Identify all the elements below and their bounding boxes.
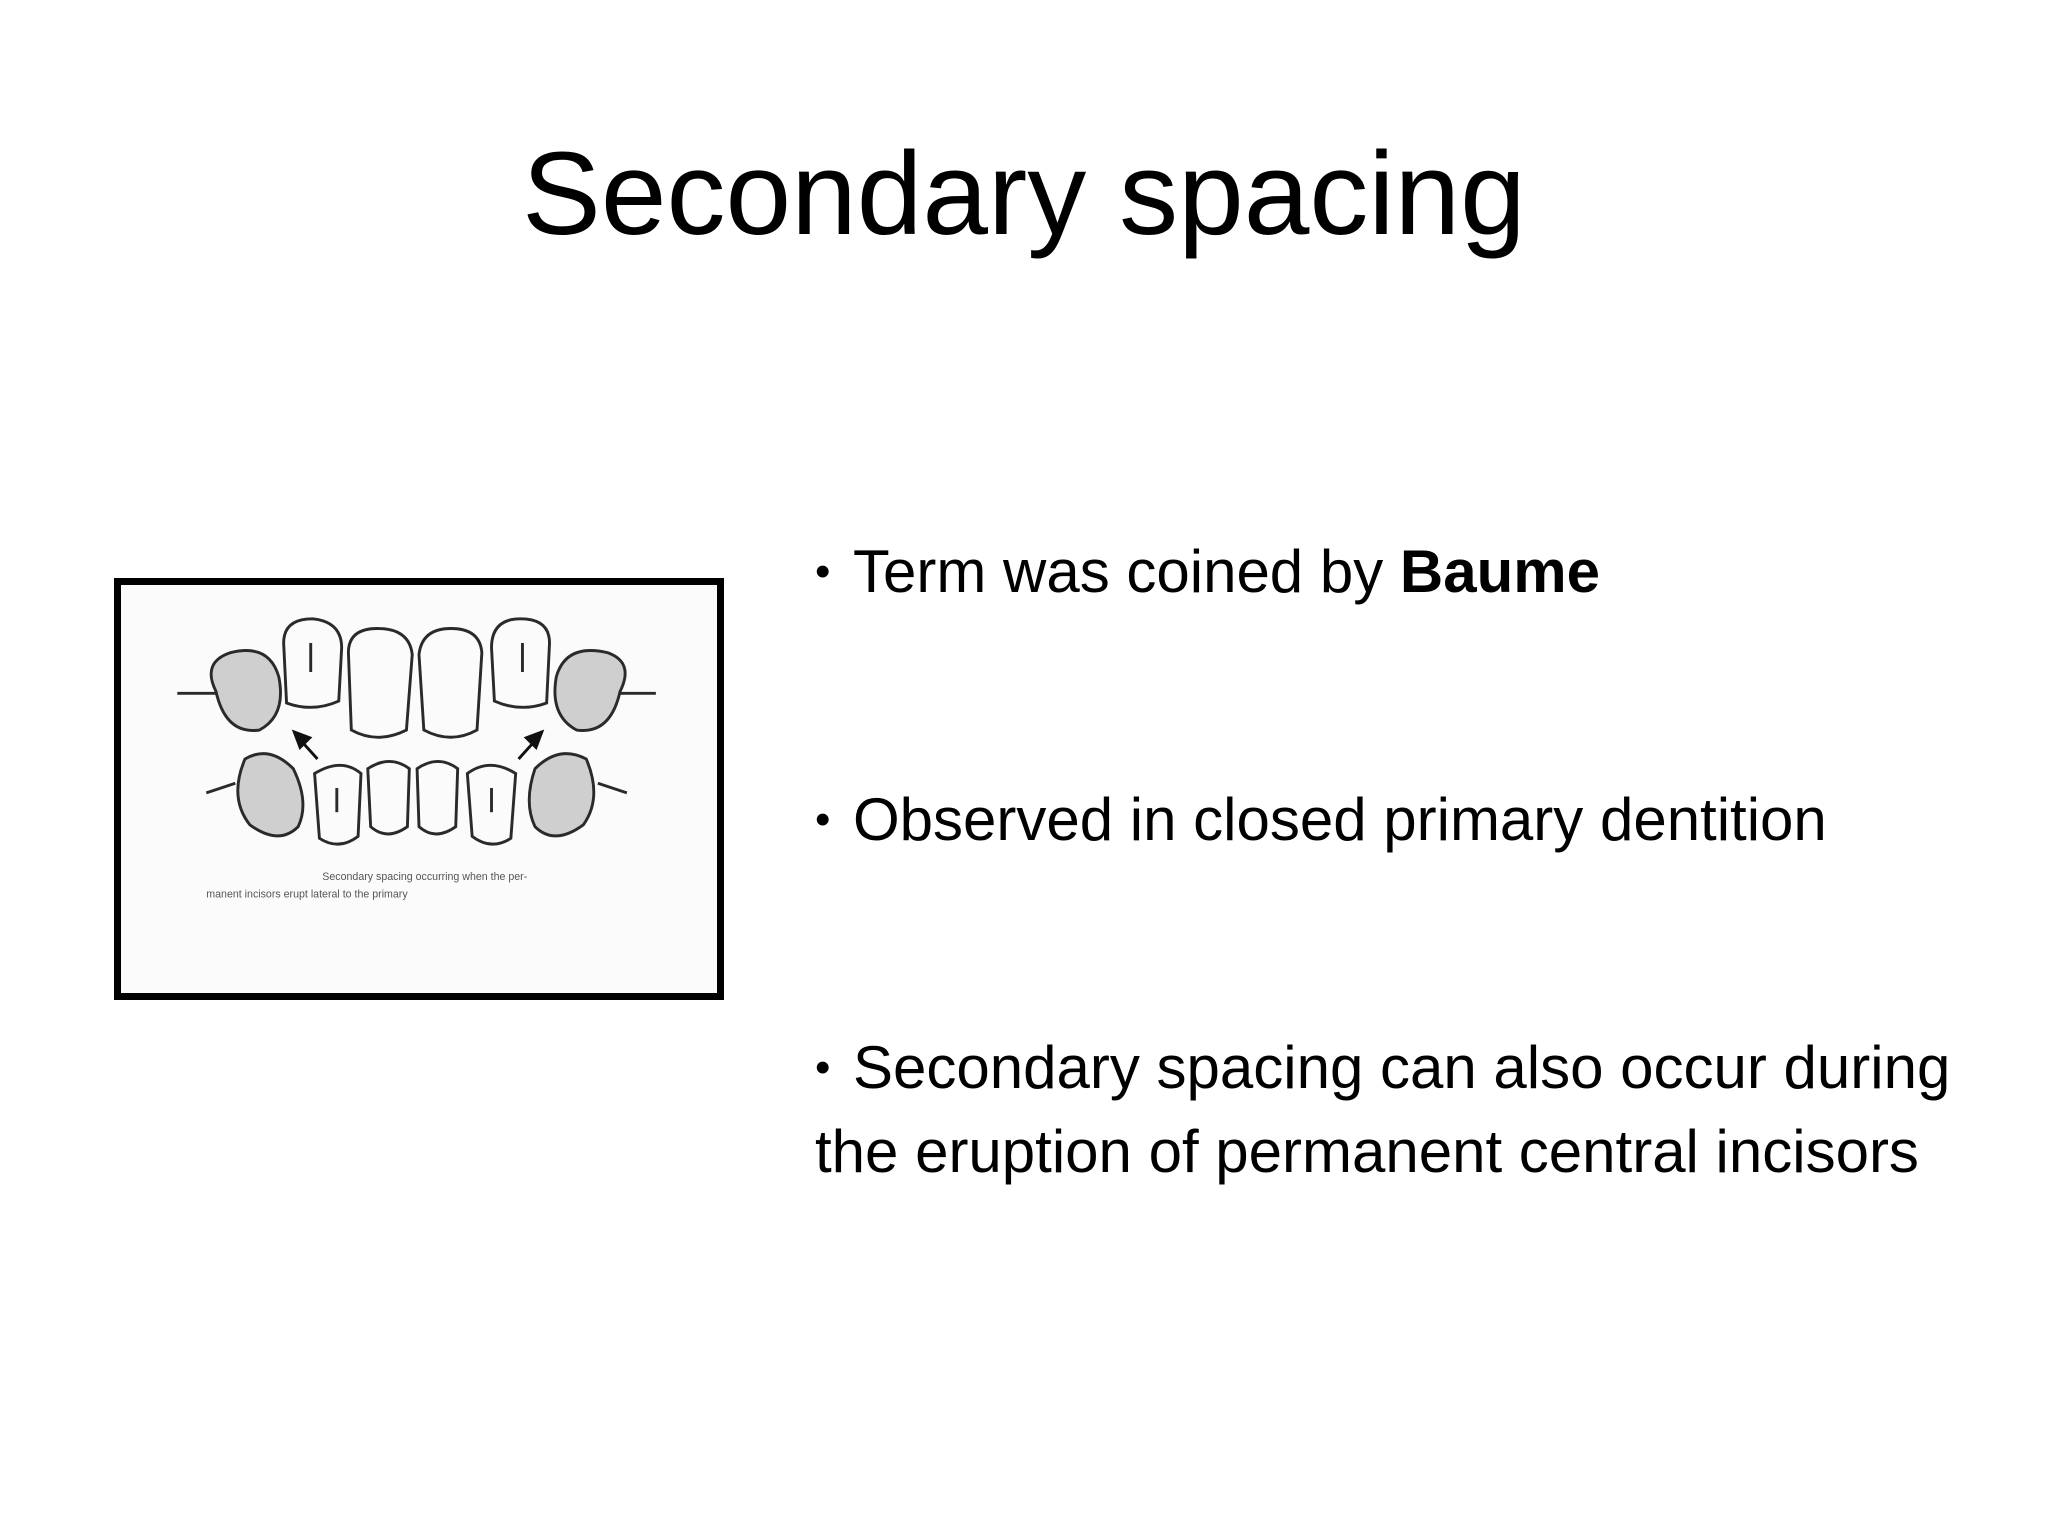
slide-title: Secondary spacing [522, 128, 1526, 260]
dental-spacing-figure [114, 578, 724, 1000]
figure-caption-line-1: Secondary spacing occurring when the per- [322, 870, 528, 883]
dental-arch-illustration-icon [121, 585, 717, 993]
bullet-dot-icon: • [815, 1043, 831, 1092]
bullet-text: Observed in closed primary dentition [853, 786, 1827, 853]
bullet-item-eruption [815, 1026, 1975, 1194]
bullet-bold-term: Baume [1399, 538, 1600, 605]
bullet-text: Term was coined by [853, 538, 1400, 605]
bullet-item-closed-dentition [815, 778, 1975, 862]
bullet-text: Secondary spacing can also occur during the eruption of permanent central incisors [815, 1034, 1951, 1185]
bullet-dot-icon: • [815, 547, 831, 596]
bullet-dot-icon: • [815, 795, 831, 844]
bullet-item-baume [815, 530, 1975, 614]
figure-caption-line-2: manent incisors erupt lateral to the primary [206, 888, 408, 901]
